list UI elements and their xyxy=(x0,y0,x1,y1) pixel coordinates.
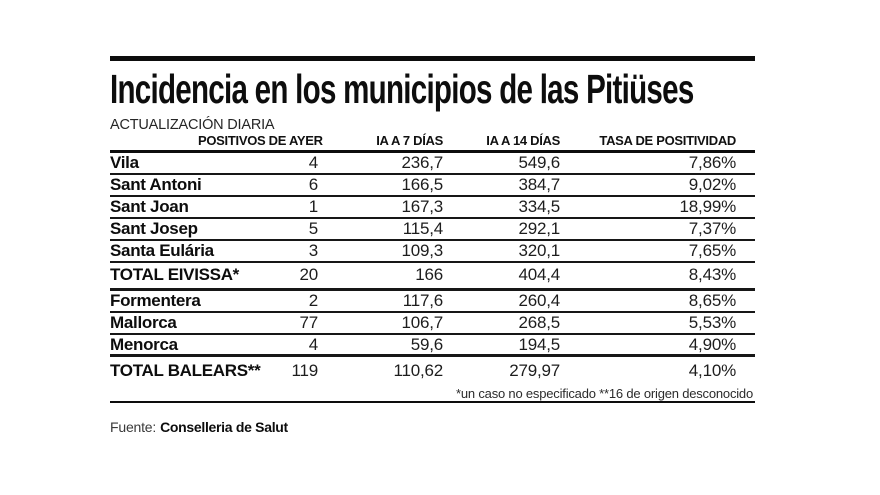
cell-ia7: 106,7 xyxy=(401,312,443,332)
table-row-total-eivissa xyxy=(110,263,755,291)
cell-ia7: 166 xyxy=(415,265,443,285)
cell-ia14: 194,5 xyxy=(518,334,560,354)
cell-ia14: 334,5 xyxy=(518,196,560,216)
source-line xyxy=(110,419,755,435)
cell-positivos: 6 xyxy=(308,174,318,194)
cell-ia7: 115,4 xyxy=(402,218,443,238)
cell-positivos: 5 xyxy=(308,218,318,238)
cell-positivos: 20 xyxy=(299,265,318,285)
cell-ia14: 549,6 xyxy=(518,152,560,172)
cell-positivos: 4 xyxy=(308,152,318,172)
row-label: Sant Josep xyxy=(110,218,198,238)
infographic xyxy=(110,0,755,435)
cell-positivos: 2 xyxy=(308,290,318,310)
cell-positivos: 1 xyxy=(308,196,318,216)
cell-ia14: 279,97 xyxy=(509,360,560,380)
table-footnote: *un caso no especificado **16 de origen desconocido xyxy=(110,385,755,403)
cell-tasa: 7,86% xyxy=(688,152,736,172)
row-label: Formentera xyxy=(110,290,201,310)
column-header-tasa: TASA DE POSITIVIDAD xyxy=(599,132,736,148)
cell-ia7: 110,62 xyxy=(393,360,443,380)
cell-positivos: 4 xyxy=(308,334,318,354)
cell-ia7: 167,3 xyxy=(401,196,443,216)
page-title: Incidencia en los municipios de las Pitiüses xyxy=(110,66,694,112)
table-row-total-balears xyxy=(110,357,755,385)
table-row xyxy=(110,175,755,197)
row-label: Sant Antoni xyxy=(110,174,202,194)
table-row xyxy=(110,291,755,313)
row-label: Santa Eulária xyxy=(110,240,214,260)
table-row xyxy=(110,241,755,263)
cell-ia7: 117,6 xyxy=(402,290,443,310)
table-row xyxy=(110,313,755,335)
row-label: TOTAL BALEARS** xyxy=(110,360,261,380)
cell-ia14: 260,4 xyxy=(518,290,560,310)
cell-tasa: 4,10% xyxy=(688,360,736,380)
row-label: Mallorca xyxy=(110,312,177,332)
cell-positivos: 119 xyxy=(291,360,318,380)
cell-tasa: 9,02% xyxy=(688,174,736,194)
column-header-ia7: IA A 7 DÍAS xyxy=(376,132,443,148)
cell-ia14: 268,5 xyxy=(518,312,560,332)
cell-ia14: 404,4 xyxy=(518,265,560,285)
row-label: TOTAL EIVISSA* xyxy=(110,265,239,285)
cell-ia14: 384,7 xyxy=(518,174,560,194)
cell-ia7: 166,5 xyxy=(401,174,443,194)
cell-ia14: 292,1 xyxy=(518,218,560,238)
cell-ia7: 236,7 xyxy=(401,152,443,172)
table-row xyxy=(110,219,755,241)
page-subtitle: ACTUALIZACIÓN DIARIA xyxy=(110,117,275,133)
cell-positivos: 3 xyxy=(308,240,318,260)
column-header-municipio xyxy=(110,147,198,150)
source-name: Conselleria de Salut xyxy=(160,418,288,435)
source-label: Fuente: xyxy=(110,418,157,435)
column-header-positivos: POSITIVOS DE AYER xyxy=(198,132,323,148)
table-row xyxy=(110,197,755,219)
table-row xyxy=(110,153,755,175)
cell-tasa: 4,90% xyxy=(688,334,736,354)
title-rule xyxy=(110,56,755,61)
cell-ia7: 59,6 xyxy=(410,334,443,354)
cell-tasa: 5,53% xyxy=(688,312,736,332)
row-label: Vila xyxy=(110,152,139,172)
cell-tasa: 7,65% xyxy=(688,240,736,260)
table-header-row xyxy=(110,134,755,153)
cell-ia7: 109,3 xyxy=(401,240,443,260)
cell-ia14: 320,1 xyxy=(518,240,560,260)
column-header-ia14: IA A 14 DÍAS xyxy=(486,132,560,148)
row-label: Sant Joan xyxy=(110,196,189,216)
cell-tasa: 7,37% xyxy=(688,218,736,238)
cell-tasa: 8,65% xyxy=(688,290,736,310)
row-label: Menorca xyxy=(110,334,178,354)
cell-tasa: 18,99% xyxy=(679,196,736,216)
table-row xyxy=(110,335,755,357)
cell-positivos: 77 xyxy=(299,312,318,332)
cell-tasa: 8,43% xyxy=(688,265,736,285)
